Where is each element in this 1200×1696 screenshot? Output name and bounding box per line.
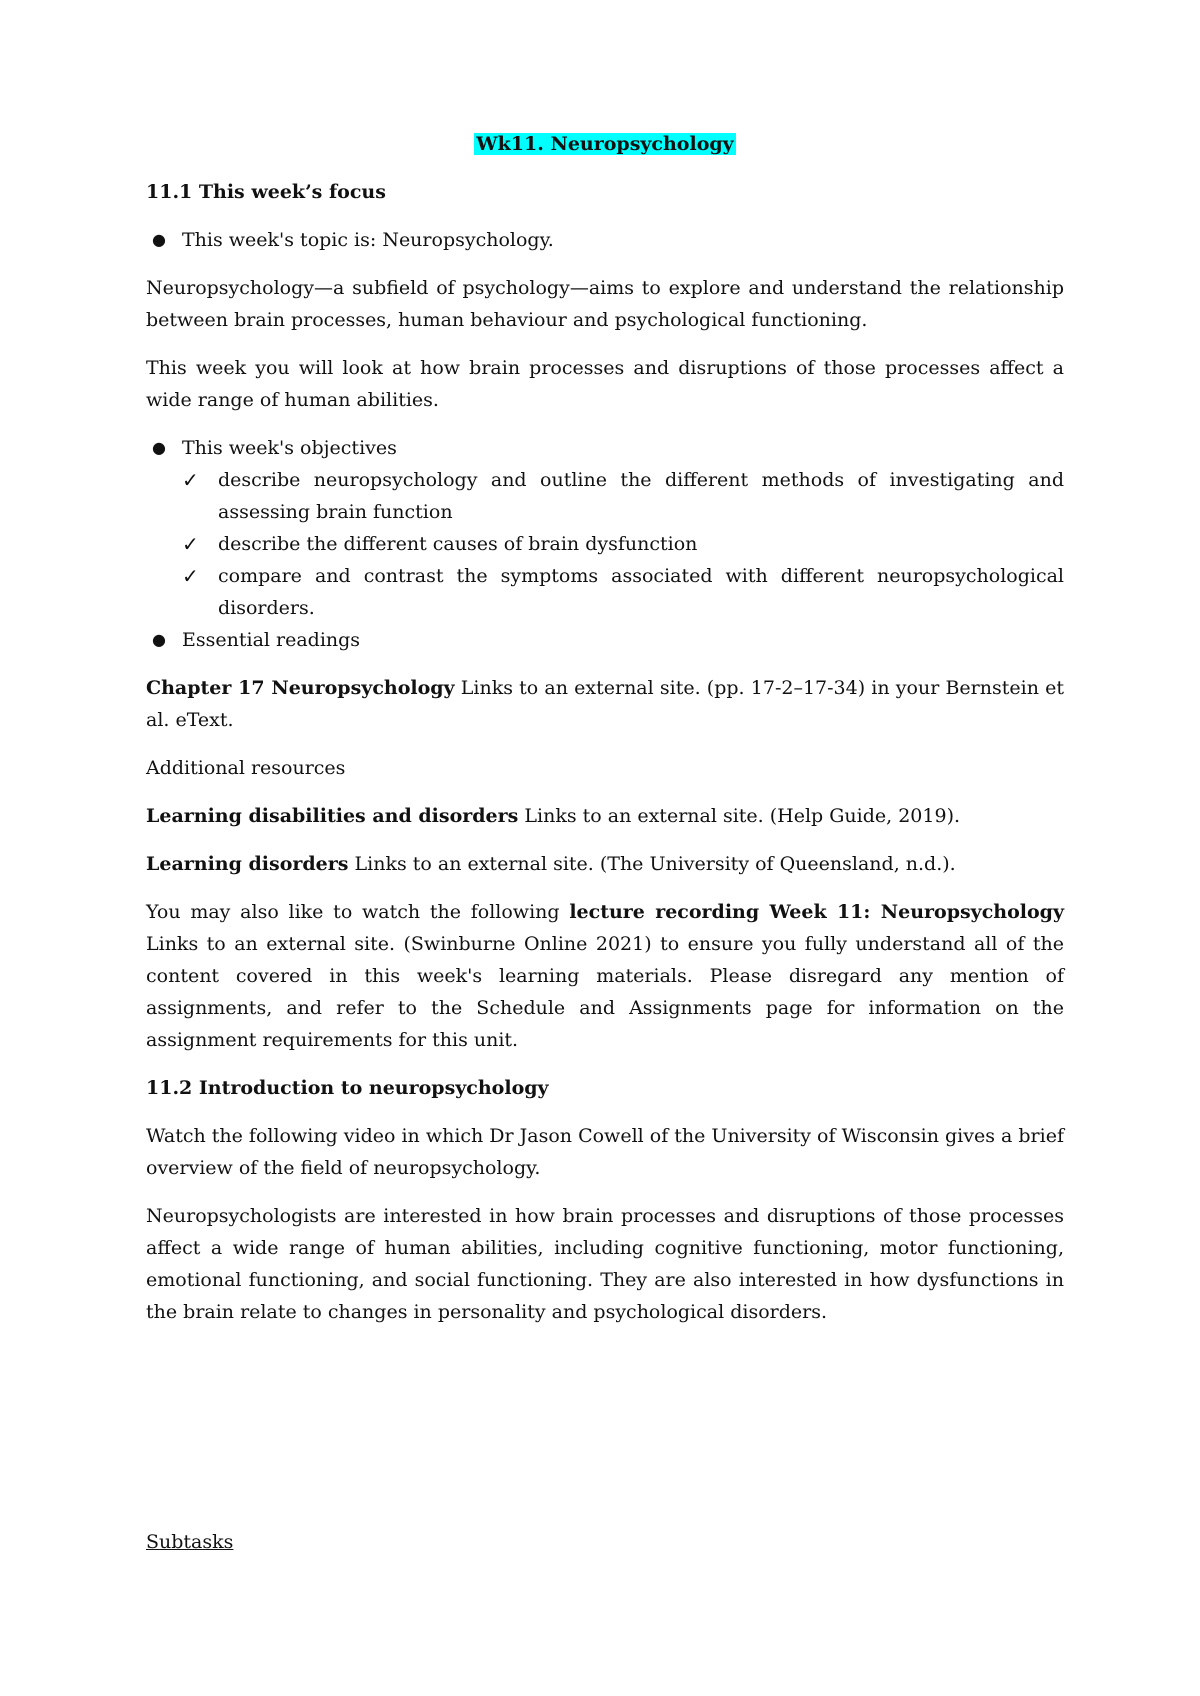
bullet-objectives xyxy=(146,432,1064,464)
chapter-reading xyxy=(146,672,1064,736)
section-heading-introduction: 11.2 Introduction to neuropsychology xyxy=(146,1077,549,1099)
objective-item xyxy=(146,464,1064,528)
bullet-topic-text: This week's topic is: Neuropsychology. xyxy=(182,229,554,251)
page-title-text: Wk11. Neuropsychology xyxy=(476,133,734,155)
subtasks-link[interactable]: Subtasks xyxy=(146,1531,234,1553)
video-paragraph: Watch the following video in which Dr Jason Cowell of the University of Wisconsin gives a brief overview of the field of neuropsychology. xyxy=(146,1125,1064,1179)
bullet-dot-icon: ● xyxy=(152,438,166,457)
bullet-topic xyxy=(146,224,1064,256)
bullet-readings xyxy=(146,624,1064,656)
section-heading-focus: 11.1 This week’s focus xyxy=(146,181,386,203)
objective-text: compare and contrast the symptoms associated with different neuropsychological disorders. xyxy=(218,565,1064,619)
chapter-reading-text: Links to an external site. (pp. 17-2–17-34) in your Bernstein et al. eText. xyxy=(146,677,1064,731)
objective-item xyxy=(146,560,1064,624)
bullet-dot-icon: ● xyxy=(152,630,166,649)
objective-item xyxy=(146,528,1064,560)
resource-link-learning-disabilities[interactable]: Learning disabilities and disorders xyxy=(146,805,519,827)
objective-text: describe the different causes of brain dysfunction xyxy=(218,533,698,555)
week-paragraph: This week you will look at how brain processes and disruptions of those processes affect a wide range of human abilities. xyxy=(146,357,1064,411)
bullet-objectives-text: This week's objectives xyxy=(182,437,397,459)
resource-link-learning-disorders[interactable]: Learning disorders xyxy=(146,853,349,875)
chapter-link[interactable]: Chapter 17 Neuropsychology xyxy=(146,677,455,699)
lecture-paragraph xyxy=(146,896,1064,1056)
bullet-readings-text: Essential readings xyxy=(182,629,361,651)
resource-learning-disabilities xyxy=(146,800,1064,832)
lecture-recording-link[interactable]: lecture recording Week 11: Neuropsychology xyxy=(569,901,1064,923)
bullet-dot-icon: ● xyxy=(152,230,166,249)
resource-text: Links to an external site. (The University of Queensland, n.d.). xyxy=(348,853,956,875)
resource-learning-disorders xyxy=(146,848,1064,880)
interest-paragraph: Neuropsychologists are interested in how brain processes and disruptions of those processes affect a wide range of human abilities, including cognitive functioning, motor functioning, emotional functioning, and social functioning. They are also interested in how dysfunctions in the brain relate to changes in personality and psychological disorders. xyxy=(146,1205,1064,1323)
page-title xyxy=(146,128,1064,160)
document-page xyxy=(146,128,1064,1344)
checkmark-icon: ✓ xyxy=(182,564,199,588)
checkmark-icon: ✓ xyxy=(182,468,199,492)
additional-resources-label: Additional resources xyxy=(146,757,346,779)
lecture-pre-text: You may also like to watch the following xyxy=(146,901,570,923)
checkmark-icon: ✓ xyxy=(182,532,199,556)
intro-paragraph: Neuropsychology—a subfield of psychology—aims to explore and understand the relationship between brain processes, human behaviour and psychological functioning. xyxy=(146,277,1064,331)
lecture-rest-text: Links to an external site. (Swinburne Online 2021) to ensure you fully understand all of the content covered in this week's learning materials. Please disregard any mention of assignments, and refer to the Schedule and Assignments page for information on the assignment requirements for this unit. xyxy=(146,933,1064,1051)
resource-text: Links to an external site. (Help Guide, 2019). xyxy=(518,805,961,827)
objective-text: describe neuropsychology and outline the different methods of investigating and assessing brain function xyxy=(218,469,1064,523)
